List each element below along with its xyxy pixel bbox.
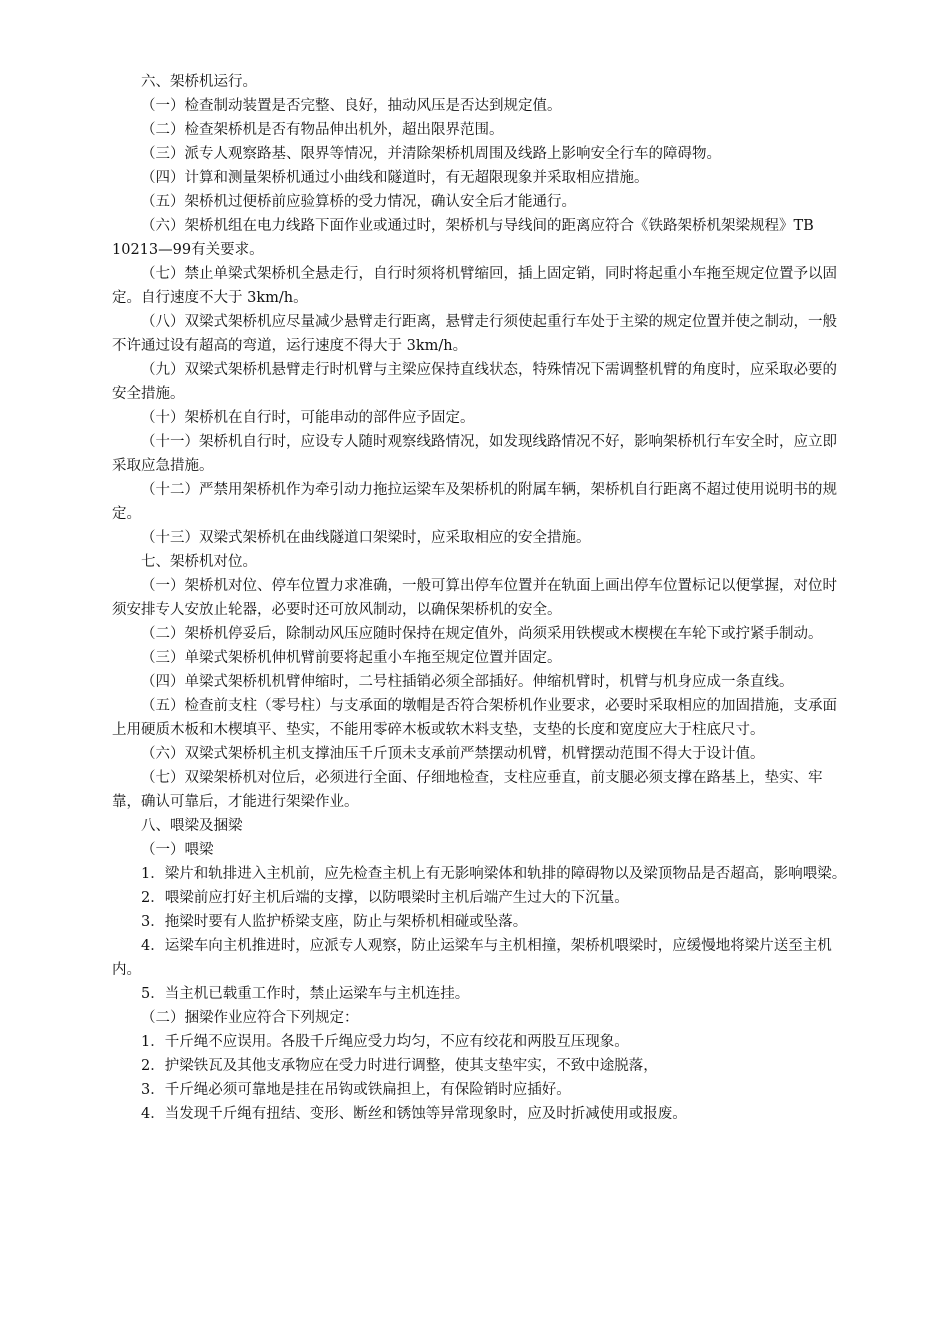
paragraph: 1．千斤绳不应误用。各股千斤绳应受力均匀，不应有绞花和两股互压现象。: [141, 1034, 629, 1050]
paragraph: 3．千斤绳必须可靠地是挂在吊钩或铁扁担上，有保险销时应插好。: [141, 1082, 571, 1098]
paragraph: （二）检查架桥机是否有物品伸出机外，超出限界范围。: [141, 122, 504, 138]
section-heading: 七、架桥机对位。: [141, 554, 257, 570]
paragraph: （五）架桥机过便桥前应验算桥的受力情况，确认安全后才能通行。: [141, 194, 576, 210]
paragraph: 5．当主机已载重工作时，禁止运梁车与主机连挂。: [141, 986, 470, 1002]
paragraph: （七）禁止单梁式架桥机全悬走行，自行时须将机臂缩回，插上固定销，同时将起重小车拖至规定位置予以固定。自行速度不大于 3km/h。: [112, 266, 837, 306]
paragraph: （三）单梁式架桥机伸机臂前要将起重小车拖至规定位置并固定。: [141, 650, 562, 666]
paragraph: 1．梁片和轨排进入主机前，应先检查主机上有无影响梁体和轨排的障碍物以及梁顶物品是否超高，影响喂梁。: [141, 866, 847, 882]
paragraph: 2．喂梁前应打好主机后端的支撑，以防喂梁时主机后端产生过大的下沉量。: [141, 890, 629, 906]
paragraph: （五）检查前支柱（零号柱）与支承面的墩帽是否符合架桥机作业要求，必要时采取相应的加固措施，支承面上用硬质木板和木楔填平、垫实，不能用零碎木板或软木料支垫，支垫的长度和宽度应大于柱底尺寸。: [112, 698, 837, 738]
paragraph: （四）单梁式架桥机机臂伸缩时，二号柱插销必须全部插好。伸缩机臂时，机臂与机身应成一条直线。: [141, 674, 794, 690]
paragraph: 4．运梁车向主机推进时，应派专人观察，防止运梁车与主机相撞，架桥机喂梁时，应缓慢地将梁片送至主机内。: [112, 938, 832, 978]
paragraph: （二）架桥机停妥后，除制动风压应随时保持在规定值外，尚须采用铁楔或木楔楔在车轮下或拧紧手制动。: [141, 626, 823, 642]
paragraph: （十二）严禁用架桥机作为牵引动力拖拉运梁车及架桥机的附属车辆，架桥机自行距离不超过使用说明书的规定。: [112, 482, 837, 522]
section-heading: 八、喂梁及捆梁: [141, 818, 243, 834]
paragraph: （九）双梁式架桥机悬臂走行时机臂与主梁应保持直线状态，特殊情况下需调整机臂的角度时，应采取必要的安全措施。: [112, 362, 837, 402]
paragraph: 2．护梁铁瓦及其他支承物应在受力时进行调整，使其支垫牢实，不致中途脱落，: [141, 1058, 658, 1074]
paragraph: （三）派专人观察路基、限界等情况，并清除架桥机周围及线路上影响安全行车的障碍物。: [141, 146, 721, 162]
paragraph: （十三）双梁式架桥机在曲线隧道口架梁时，应采取相应的安全措施。: [141, 530, 591, 546]
section-heading: （二）捆梁作业应符合下列规定：: [141, 1010, 359, 1026]
paragraph: （十）架桥机在自行时，可能串动的部件应予固定。: [141, 410, 475, 426]
paragraph: （一）检查制动装置是否完整、良好，抽动风压是否达到规定值。: [141, 98, 562, 114]
document-body: [112, 70, 848, 1126]
paragraph: （六）双梁式架桥机主机支撑油压千斤顶未支承前严禁摆动机臂，机臂摆动范围不得大于设计值。: [141, 746, 765, 762]
paragraph: 4．当发现千斤绳有扭结、变形、断丝和锈蚀等异常现象时，应及时折减使用或报废。: [141, 1106, 687, 1122]
section-heading: （一）喂梁: [141, 842, 214, 858]
paragraph: （四）计算和测量架桥机通过小曲线和隧道时，有无超限现象并采取相应措施。: [141, 170, 649, 186]
paragraph: （一）架桥机对位、停车位置力求准确，一般可算出停车位置并在轨面上画出停车位置标记以便掌握，对位时须安排专人安放止轮器，必要时还可放风制动，以确保架桥机的安全。: [112, 578, 837, 618]
paragraph: （六）架桥机组在电力线路下面作业或通过时，架桥机与导线间的距离应符合《铁路架桥机架梁规程》TB 10213—99有关要求。: [112, 218, 814, 258]
paragraph: （十一）架桥机自行时，应设专人随时观察线路情况，如发现线路情况不好，影响架桥机行车安全时，应立即采取应急措施。: [112, 434, 837, 474]
paragraph: 3．拖梁时要有人监护桥梁支座，防止与架桥机相碰或坠落。: [141, 914, 528, 930]
section-heading: 六、架桥机运行。: [141, 74, 257, 90]
paragraph: （七）双梁架桥机对位后，必须进行全面、仔细地检查，支柱应垂直，前支腿必须支撑在路基上，垫实、牢靠，确认可靠后，才能进行架梁作业。: [112, 770, 823, 810]
paragraph: （八）双梁式架桥机应尽量减少悬臂走行距离，悬臂走行须使起重行车处于主梁的规定位置并使之制动，一般不许通过设有超高的弯道，运行速度不得大于 3km/h。: [112, 314, 837, 354]
